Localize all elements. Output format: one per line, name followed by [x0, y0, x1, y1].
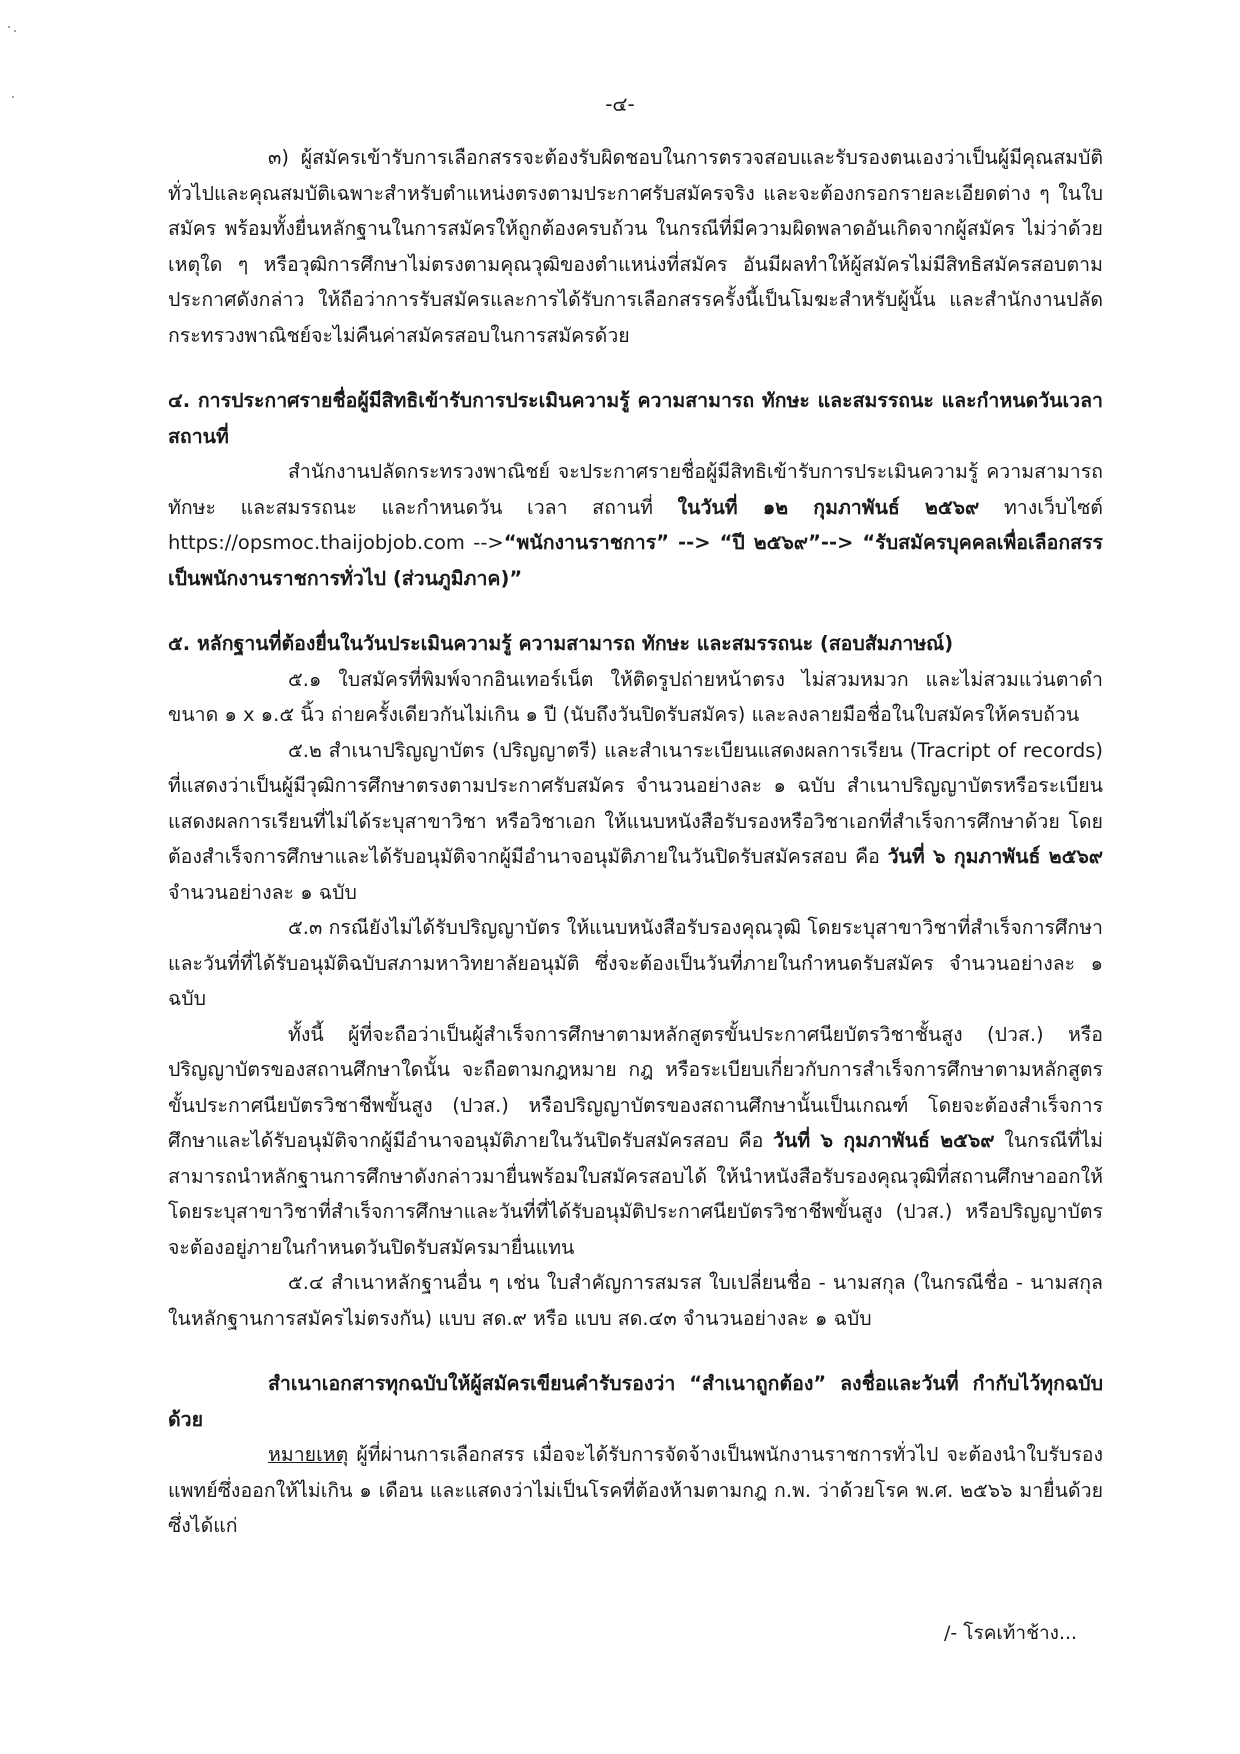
page-number: -๔-	[605, 92, 635, 116]
section-5-note-tail: ในกรณีที่ไม่สามารถนำหลักฐานการศึกษาดังกล่าวมายื่นพร้อมใบสมัครสอบได้ ให้นำหนังสือรับรองคุณวุฒิที่สถานศึกษาออกให้ โดยระบุสาขาวิชาที่สำเร็จการศึกษาและวันที่ที่ได้รับอนุมัติประกาศนียบัตรวิชาชีพขั้นสูง (ปวส.) หรือปริญญาบัตร จะต้องอยู่ภายในกำหนดวันปิดรับสมัครมายื่นแทน	[168, 1129, 1104, 1259]
section-5-2-tail: จำนวนอย่างละ ๑ ฉบับ	[168, 880, 357, 904]
continuation-footer: /- โรคเท้าช้าง...	[944, 1622, 1078, 1644]
section-4-heading: ๔. การประกาศรายชื่อผู้มีสิทธิเข้ารับการประเมินความรู้ ความสามารถ ทักษะ และสมรรถนะ และกำหนดวันเวลา สถานที่	[168, 389, 1103, 448]
scan-speck	[8, 26, 10, 28]
section-5-3: ๕.๓ กรณียังไม่ได้รับปริญญาบัตร ให้แนบหนังสือรับรองคุณวุฒิ โดยระบุสาขาวิชาที่สำเร็จการศึกษา และวันที่ที่ได้รับอนุมัติฉบับสภามหาวิทยาลัยอนุมัติ ซึ่งจะต้องเป็นวันที่ภายในกำหนดรับสมัคร จำนวนอย่างละ ๑ ฉบับ	[168, 916, 1103, 1010]
section-5-4: ๕.๔ สำเนาหลักฐานอื่น ๆ เช่น ใบสำคัญการสมรส ใบเปลี่ยนชื่อ - นามสกุล (ในกรณีชื่อ - นามสกุลในหลักฐานการสมัครไม่ตรงกัน) แบบ สด.๙ หรือ แบบ สด.๔๓ จำนวนอย่างละ ๑ ฉบับ	[168, 1271, 1103, 1330]
section-5-note	[168, 1017, 1103, 1266]
deadline-date: วันที่ ๖ กุมภาพันธ์ ๒๕๖๙	[773, 1129, 995, 1152]
section-5-heading: ๕. หลักฐานที่ต้องยื่นในวันประเมินความรู้ ความสามารถ ทักษะ และสมรรถนะ (สอบสัมภาษณ์)	[168, 632, 954, 655]
website-path: “พนักงานราชการ” --> “ปี ๒๕๖๙”--> “รับสมัครบุคคลเพื่อเลือกสรรเป็นพนักงานราชการทั่วไป (ส่วนภูมิภาค)”	[168, 531, 1103, 590]
remark	[168, 1437, 1103, 1544]
announcement-date: ในวันที่ ๑๒ กุมภาพันธ์ ๒๕๖๙	[677, 495, 980, 519]
section-4-text: สำนักงานปลัดกระทรวงพาณิชย์ จะประกาศรายชื่อผู้มีสิทธิเข้ารับการประเมินความรู้ ความสามารถ ทักษะ และสมรรถนะ และกำหนดวัน เวลา สถานที่	[168, 460, 1103, 519]
section-5-2	[168, 733, 1103, 911]
section-5-2-text: ๕.๒ สำเนาปริญญาบัตร (ปริญญาตรี) และสำเนาระเบียนแสดงผลการเรียน (Tracript of records) ที่แสดงว่าเป็นผู้มีวุฒิการศึกษาตรงตามประกาศรับสมัคร จำนวนอย่างละ ๑ ฉบับ สำเนาปริญญาบัตรหรือระเบียนแสดงผลการเรียนที่ไม่ได้ระบุสาขาวิชา หรือวิชาเอก ให้แนบหนังสือรับรองหรือวิชาเอกที่สำเร็จการศึกษาด้วย โดยต้องสำเร็จการศึกษาและได้รับอนุมัติจากผู้มีอำนาจอนุมัติภายในวันปิดรับสมัครสอบ คือ	[168, 738, 1103, 868]
section-5-1: ๕.๑ ใบสมัครที่พิมพ์จากอินเทอร์เน็ต ให้ติดรูปถ่ายหน้าตรง ไม่สวมหมวก และไม่สวมแว่นตาดำ ขนาด ๑ x ๑.๕ นิ้ว ถ่ายครั้งเดียวกันไม่เกิน ๑ ปี (นับถึงวันปิดรับสมัคร) และลงลายมือชื่อในใบสมัครให้ครบถ้วน	[168, 667, 1103, 726]
remark-text: ผู้ที่ผ่านการเลือกสรร เมื่อจะได้รับการจัดจ้างเป็นพนักงานราชการทั่วไป จะต้องนำใบรับรองแพทย์ซึ่งออกให้ไม่เกิน ๑ เดือน และแสดงว่าไม่เป็นโรคที่ต้องห้ามตามกฎ ก.พ. ว่าด้วยโรค พ.ศ. ๒๕๖๖ มายื่นด้วย ซึ่งได้แก่	[168, 1443, 1103, 1537]
scan-speck	[14, 30, 16, 32]
section-4-body	[168, 454, 1103, 596]
section-5-note-text: ทั้งนี้ ผู้ที่จะถือว่าเป็นผู้สำเร็จการศึกษาตามหลักสูตรขั้นประกาศนียบัตรวิชาชั้นสูง (ปวส.) หรือปริญญาบัตรของสถานศึกษาใดนั้น จะถือตามกฎหมาย กฎ หรือระเบียบเกี่ยวกับการสำเร็จการศึกษาตามหลักสูตรขั้นประกาศนียบัตรวิชาชีพขั้นสูง (ปวส.) หรือปริญญาบัตรของสถานศึกษานั้นเป็นเกณฑ์ โดยจะต้องสำเร็จการศึกษาและได้รับอนุมัติจากผู้มีอำนาจอนุมัติภายในวันปิดรับสมัครสอบ คือ	[168, 1022, 1103, 1152]
certify-copies-note: สำเนาเอกสารทุกฉบับให้ผู้สมัครเขียนคำรับรองว่า “สำเนาถูกต้อง” ลงชื่อและวันที่ กำกับไว้ทุกฉบับด้วย	[168, 1372, 1103, 1431]
website-link[interactable]: ทางเว็บไซต์ https://opsmoc.thaijobjob.com -->	[168, 495, 1103, 554]
remark-label: หมายเหตุ	[268, 1443, 349, 1466]
paragraph-item-3: ๓) ผู้สมัครเข้ารับการเลือกสรรจะต้องรับผิดชอบในการตรวจสอบและรับรองตนเองว่าเป็นผู้มีคุณสมบัติทั่วไปและคุณสมบัติเฉพาะสำหรับตำแหน่งตรงตามประกาศรับสมัครจริง และจะต้องกรอกรายละเอียดต่าง ๆ ในใบสมัคร พร้อมทั้งยื่นหลักฐานในการสมัครให้ถูกต้องครบถ้วน ในกรณีที่มีความผิดพลาดอันเกิดจากผู้สมัคร ไม่ว่าด้วยเหตุใด ๆ หรือวุฒิการศึกษาไม่ตรงตามคุณวุฒิของตำแหน่งที่สมัคร อันมีผลทำให้ผู้สมัครไม่มีสิทธิสมัครสอบตามประกาศดังกล่าว ให้ถือว่าการรับสมัครและการได้รับการเลือกสรรครั้งนี้เป็นโมฆะสำหรับผู้นั้น และสำนักงานปลัดกระทรวงพาณิชย์จะไม่คืนค่าสมัครสอบในการสมัครด้วย	[168, 146, 1103, 347]
document-body	[168, 140, 1103, 1544]
deadline-date: วันที่ ๖ กุมภาพันธ์ ๒๕๖๙	[887, 845, 1104, 868]
